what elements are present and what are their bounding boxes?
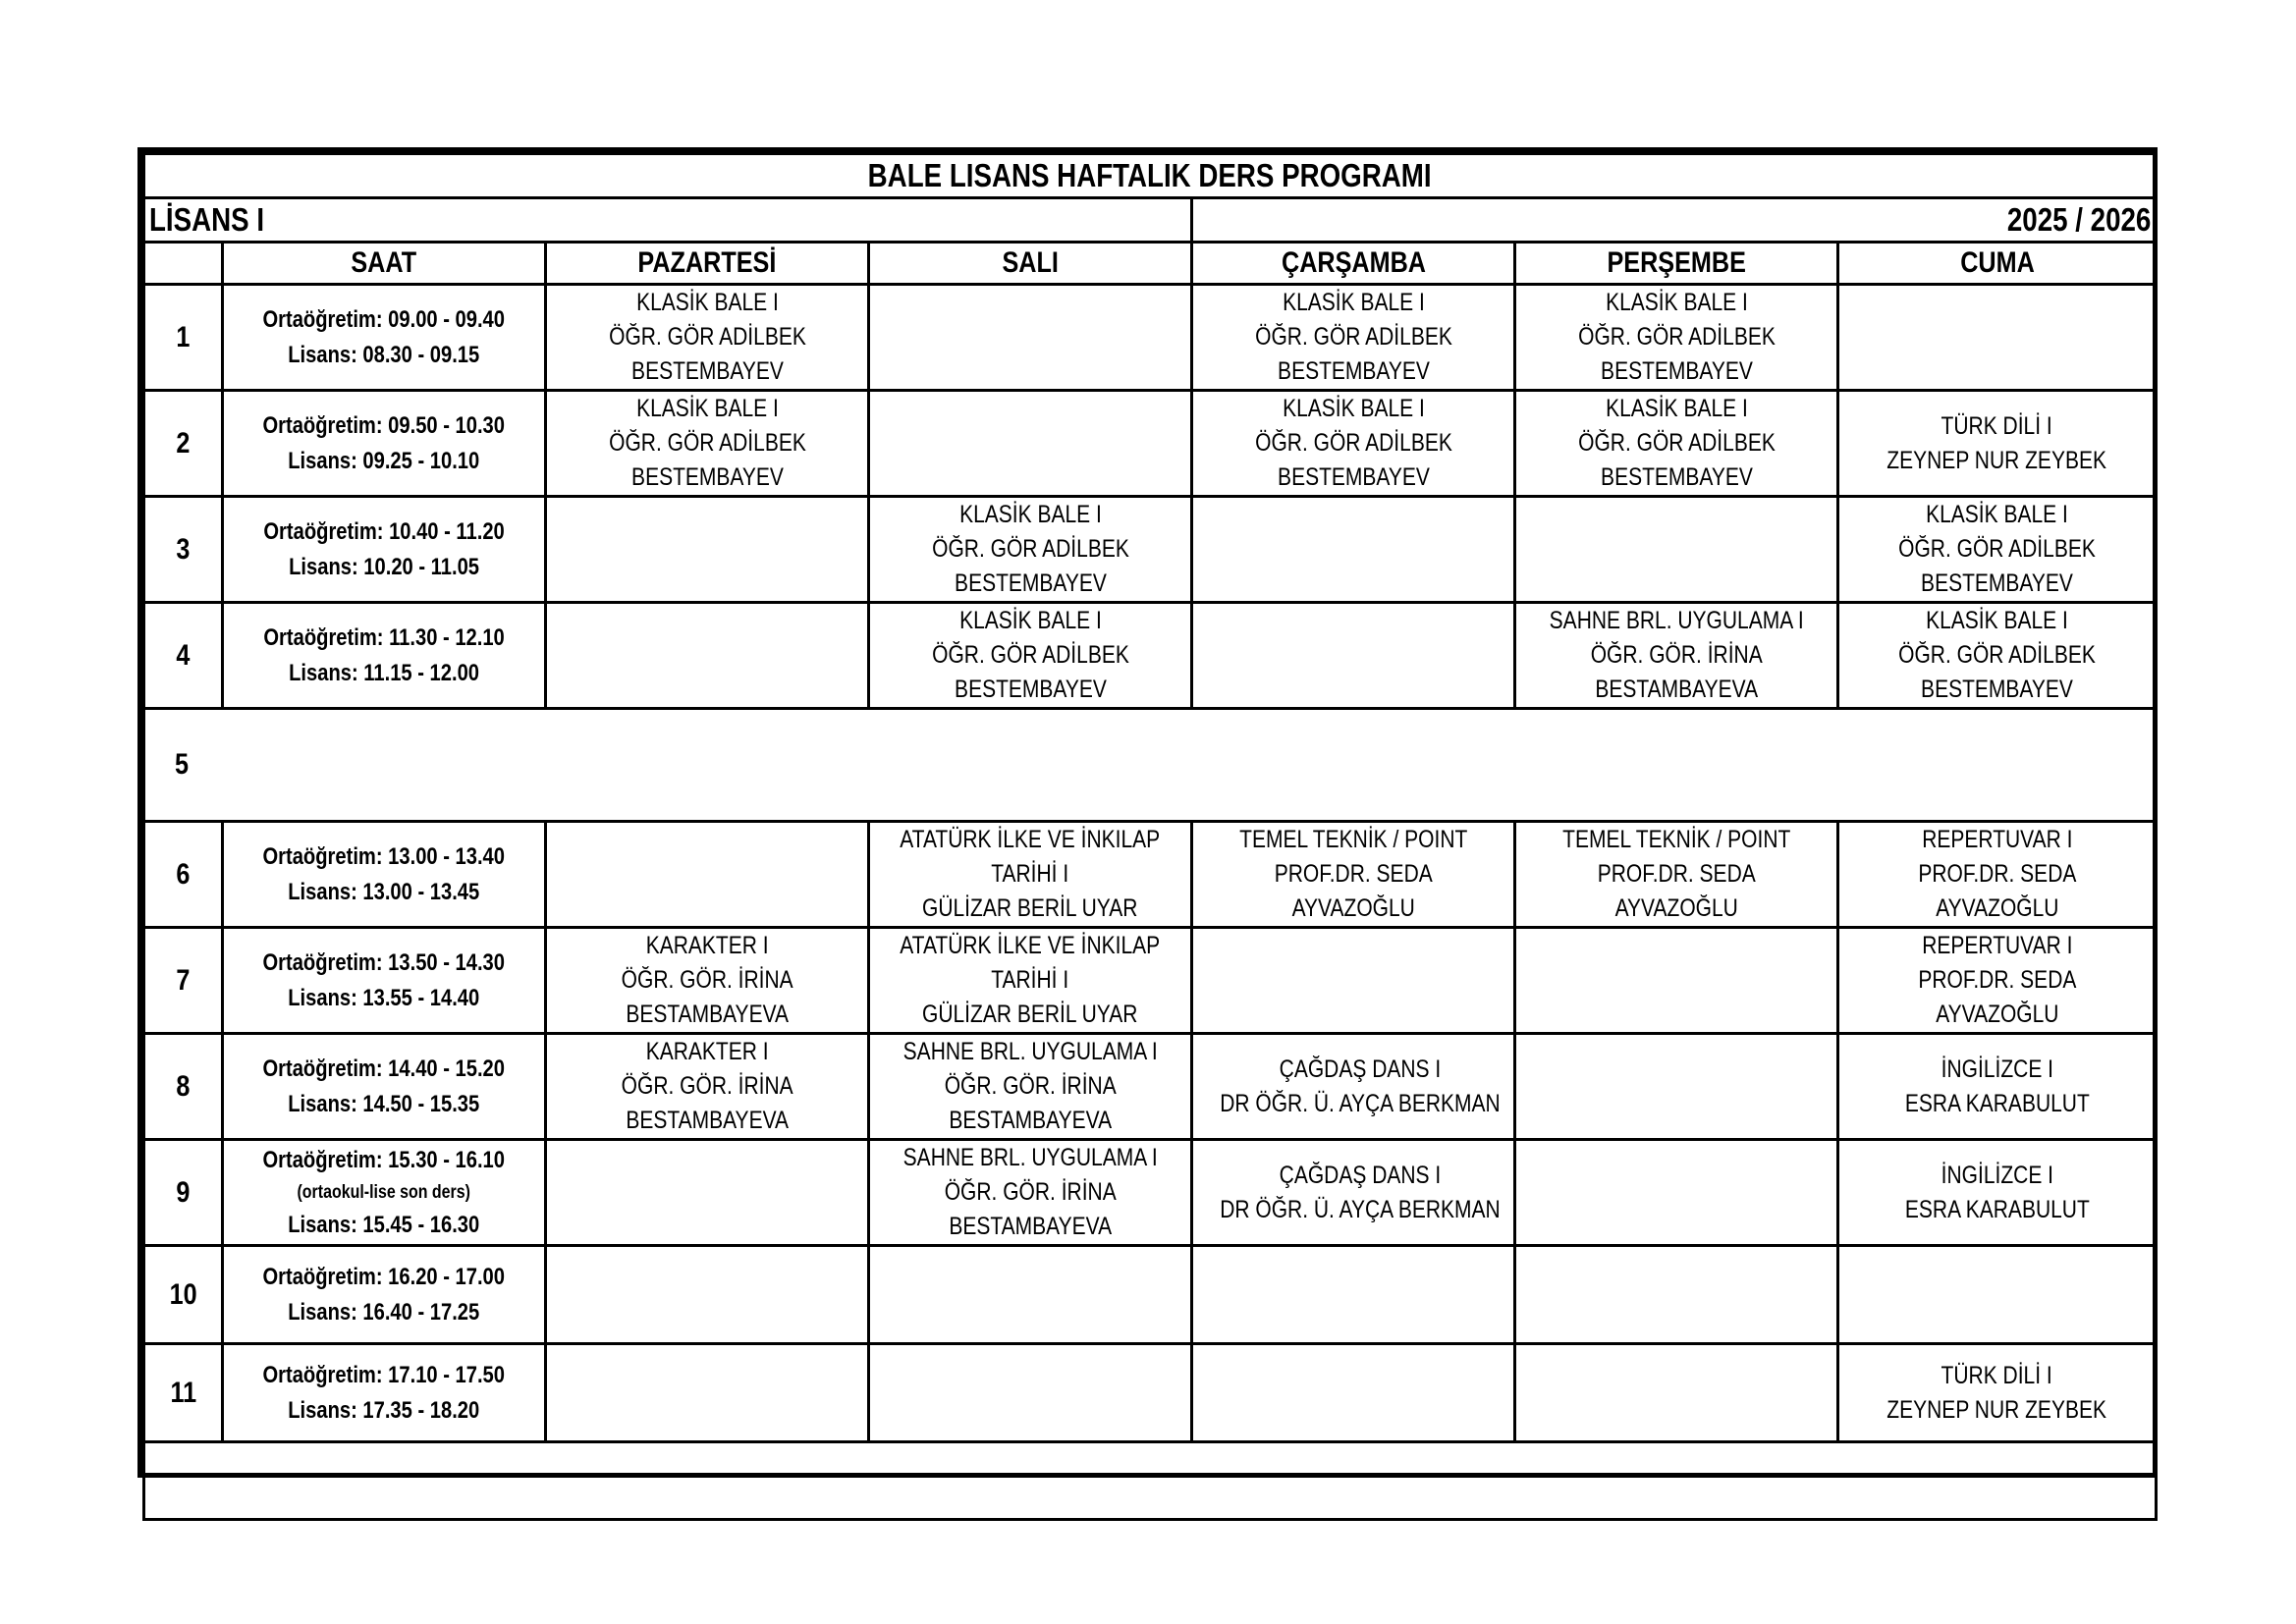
instructor-line: BESTEMBAYEV: [630, 357, 784, 385]
instructor-line: PROF.DR. SEDA: [1274, 860, 1433, 888]
instructor-line: AYVAZOĞLU: [1291, 894, 1415, 922]
period-time: Ortaöğretim: 10.40 - 11.20 Lisans: 10.20 - 11.05: [223, 497, 546, 603]
instructor-line: BESTEMBAYEV: [1277, 463, 1430, 491]
table-row: [144, 1140, 2157, 1246]
instructor-line: BESTAMBAYEVA: [626, 1001, 789, 1028]
period-number: 6: [144, 822, 223, 928]
course-cell-sali: [869, 603, 1192, 709]
table-row: [144, 928, 2157, 1034]
course-name: SAHNE BRL. UYGULAMA I: [902, 1038, 1158, 1065]
instructor-line: ÖĞR. GÖR ADİLBEK: [931, 641, 1129, 669]
period-number: 8: [144, 1034, 223, 1140]
instructor-line: BESTEMBAYEV: [630, 463, 784, 491]
header-sali: SALI: [869, 243, 1192, 285]
instructor-line: ÖĞR. GÖR ADİLBEK: [608, 323, 806, 351]
course-cell-cuma: [1838, 391, 2157, 497]
period-time: Ortaöğretim: 15.30 - 16.10 (ortaokul-lise son ders) Lisans: 15.45 - 16.30: [223, 1140, 546, 1246]
instructor-line: ÖĞR. GÖR ADİLBEK: [1898, 641, 2096, 669]
instructor-line: GÜLİZAR BERİL UYAR: [922, 1001, 1138, 1028]
footer-row: [144, 1442, 2157, 1520]
course-cell-carsamba: [1192, 1344, 1515, 1442]
instructor-line: ÖĞR. GÖR. İRİNA: [944, 1178, 1117, 1206]
period-time: Ortaöğretim: 16.20 - 17.00 Lisans: 16.40 - 17.25: [223, 1246, 546, 1344]
course-name: KLASİK BALE I: [1605, 289, 1748, 316]
instructor-line: PROF.DR. SEDA: [1597, 860, 1756, 888]
course-cell-carsamba: [1192, 822, 1515, 928]
course-name: ATATÜRK İLKE VE İNKILAP: [900, 826, 1161, 853]
period-time: Ortaöğretim: 17.10 - 17.50 Lisans: 17.35 - 18.20: [223, 1344, 546, 1442]
course-cell-carsamba: [1192, 1140, 1515, 1246]
course-cell-pazartesi: [546, 603, 869, 709]
table-row: [144, 1344, 2157, 1442]
instructor-line: ZEYNEP NUR ZEYBEK: [1886, 446, 2107, 474]
course-cell-cuma: [1838, 822, 2157, 928]
instructor-line: ESRA KARABULUT: [1904, 1089, 2090, 1117]
course-cell-cuma: [1838, 285, 2157, 391]
course-cell-pazartesi: [546, 928, 869, 1034]
instructor-line: DR ÖĞR. Ü. AYÇA BERKMAN: [1220, 1089, 1501, 1117]
instructor-line: ÖĞR. GÖR. İRİNA: [1590, 641, 1763, 669]
instructor-line: BESTEMBAYEV: [1600, 357, 1753, 385]
instructor-line: ESRA KARABULUT: [1904, 1195, 2090, 1223]
instructor-line: PROF.DR. SEDA: [1917, 860, 2077, 888]
period-number: 9: [144, 1140, 223, 1246]
course-name: KLASİK BALE I: [1605, 395, 1748, 422]
course-cell-persembe: [1515, 285, 1838, 391]
course-cell-pazartesi: [546, 497, 869, 603]
period-time: Ortaöğretim: 09.00 - 09.40 Lisans: 08.30 - 09.15: [223, 285, 546, 391]
course-name: REPERTUVAR I: [1921, 932, 2073, 959]
course-cell-pazartesi: [546, 1344, 869, 1442]
course-cell-persembe: [1515, 1140, 1838, 1246]
course-name: KLASİK BALE I: [635, 289, 779, 316]
table-row: [144, 391, 2157, 497]
instructor-line: ÖĞR. GÖR ADİLBEK: [1577, 429, 1776, 457]
course-cell-pazartesi: [546, 285, 869, 391]
period-time: Ortaöğretim: 13.50 - 14.30 Lisans: 13.55 - 14.40: [223, 928, 546, 1034]
instructor-line: BESTAMBAYEVA: [949, 1213, 1112, 1240]
period-time: Ortaöğretim: 11.30 - 12.10 Lisans: 11.15 - 12.00: [223, 603, 546, 709]
course-name: TEMEL TEKNİK / POINT: [1561, 826, 1791, 853]
instructor-line: AYVAZOĞLU: [1614, 894, 1738, 922]
period-number: 11: [144, 1344, 223, 1442]
course-name: İNGİLİZCE I: [1941, 1161, 2053, 1189]
course-cell-carsamba: [1192, 391, 1515, 497]
instructor-line: BESTEMBAYEV: [1921, 676, 2073, 703]
period-time: Ortaöğretim: 13.00 - 13.40 Lisans: 13.00 - 13.45: [223, 822, 546, 928]
footer-empty-cell: [144, 1442, 2157, 1520]
course-name: KLASİK BALE I: [1926, 501, 2068, 528]
course-name: SAHNE BRL. UYGULAMA I: [902, 1144, 1158, 1171]
instructor-line: ÖĞR. GÖR ADİLBEK: [1577, 323, 1776, 351]
header-row: [144, 243, 2157, 285]
table-row: [144, 822, 2157, 928]
course-name: TÜRK DİLİ I: [1941, 411, 2053, 440]
period-time: Ortaöğretim: 14.40 - 15.20 Lisans: 14.50 - 15.35: [223, 1034, 546, 1140]
course-cell-persembe: [1515, 497, 1838, 603]
course-cell-carsamba: [1192, 285, 1515, 391]
course-cell-sali: [869, 928, 1192, 1034]
break-period-number: 5: [144, 709, 2157, 822]
course-name: KARAKTER I: [645, 932, 769, 959]
instructor-line: ZEYNEP NUR ZEYBEK: [1886, 1395, 2107, 1424]
header-saat: SAAT: [223, 243, 546, 285]
course-cell-cuma: [1838, 1246, 2157, 1344]
instructor-line: PROF.DR. SEDA: [1917, 966, 2077, 994]
instructor-line: BESTAMBAYEVA: [626, 1107, 789, 1134]
course-name: TEMEL TEKNİK / POINT: [1238, 826, 1468, 853]
course-cell-carsamba: [1192, 603, 1515, 709]
course-cell-sali: [869, 1344, 1192, 1442]
timetable: [142, 152, 2158, 1521]
instructor-line: ÖĞR. GÖR. İRİNA: [621, 1072, 793, 1100]
course-cell-cuma: [1838, 928, 2157, 1034]
course-name: KLASİK BALE I: [635, 395, 779, 422]
instructor-line: BESTAMBAYEVA: [1595, 676, 1758, 703]
program-label: LİSANS I: [144, 198, 1192, 243]
period-number: 10: [144, 1246, 223, 1344]
table-row: [144, 285, 2157, 391]
course-cell-pazartesi: [546, 391, 869, 497]
table-row: [144, 603, 2157, 709]
instructor-line: AYVAZOĞLU: [1935, 1001, 2059, 1028]
instructor-line: BESTEMBAYEV: [1600, 463, 1753, 491]
course-cell-sali: [869, 391, 1192, 497]
instructor-line: GÜLİZAR BERİL UYAR: [922, 894, 1138, 922]
table-row: [144, 1034, 2157, 1140]
period-number: 3: [144, 497, 223, 603]
instructor-line: BESTAMBAYEVA: [949, 1107, 1112, 1134]
instructor-line: BESTEMBAYEV: [1921, 569, 2073, 597]
instructor-line: TARİHİ I: [991, 966, 1069, 994]
course-cell-cuma: [1838, 603, 2157, 709]
lunch-break-row: [144, 709, 2157, 822]
instructor-line: BESTEMBAYEV: [954, 676, 1107, 703]
instructor-line: ÖĞR. GÖR. İRİNA: [944, 1072, 1117, 1100]
course-name: TÜRK DİLİ I: [1941, 1361, 2053, 1389]
header-cuma: CUMA: [1838, 243, 2157, 285]
course-cell-pazartesi: [546, 1034, 869, 1140]
period-number: 7: [144, 928, 223, 1034]
instructor-line: ÖĞR. GÖR ADİLBEK: [1254, 429, 1452, 457]
table-row: [144, 1246, 2157, 1344]
course-cell-persembe: [1515, 1246, 1838, 1344]
course-name: KLASİK BALE I: [1926, 607, 2068, 634]
instructor-line: BESTEMBAYEV: [954, 569, 1107, 597]
header-persembe: PERŞEMBE: [1515, 243, 1838, 285]
course-cell-carsamba: [1192, 497, 1515, 603]
course-cell-sali: [869, 1034, 1192, 1140]
course-cell-pazartesi: [546, 1140, 869, 1246]
instructor-line: TARİHİ I: [991, 860, 1069, 888]
course-name: KLASİK BALE I: [958, 501, 1102, 528]
course-cell-cuma: [1838, 497, 2157, 603]
course-name: KLASİK BALE I: [958, 607, 1102, 634]
course-name: KLASİK BALE I: [1282, 395, 1425, 422]
instructor-line: ÖĞR. GÖR ADİLBEK: [931, 535, 1129, 563]
course-name: KARAKTER I: [645, 1038, 769, 1065]
header-carsamba: ÇARŞAMBA: [1192, 243, 1515, 285]
academic-year: 2025 / 2026: [1192, 198, 2157, 243]
course-name: ATATÜRK İLKE VE İNKILAP: [900, 932, 1161, 959]
period-number: 2: [144, 391, 223, 497]
instructor-line: DR ÖĞR. Ü. AYÇA BERKMAN: [1220, 1195, 1501, 1223]
instructor-line: ÖĞR. GÖR ADİLBEK: [1254, 323, 1452, 351]
period-number: 4: [144, 603, 223, 709]
course-name: KLASİK BALE I: [1282, 289, 1425, 316]
course-cell-sali: [869, 1246, 1192, 1344]
table-row: [144, 497, 2157, 603]
course-name: REPERTUVAR I: [1921, 826, 2073, 853]
course-cell-persembe: [1515, 603, 1838, 709]
course-cell-persembe: [1515, 391, 1838, 497]
course-name: İNGİLİZCE I: [1941, 1055, 2053, 1083]
course-cell-cuma: [1838, 1344, 2157, 1442]
course-cell-cuma: [1838, 1140, 2157, 1246]
course-cell-sali: [869, 822, 1192, 928]
period-time: Ortaöğretim: 09.50 - 10.30 Lisans: 09.25 - 10.10: [223, 391, 546, 497]
course-cell-persembe: [1515, 822, 1838, 928]
course-cell-sali: [869, 1140, 1192, 1246]
course-cell-sali: [869, 497, 1192, 603]
timetable-sheet: [137, 147, 2158, 1478]
instructor-line: ÖĞR. GÖR ADİLBEK: [1898, 535, 2096, 563]
course-cell-carsamba: [1192, 1034, 1515, 1140]
page-title: BALE LISANS HAFTALIK DERS PROGRAMI: [144, 154, 2157, 198]
instructor-line: ÖĞR. GÖR ADİLBEK: [608, 429, 806, 457]
header-num: [144, 243, 223, 285]
course-cell-carsamba: [1192, 1246, 1515, 1344]
header-pazartesi: PAZARTESİ: [546, 243, 869, 285]
instructor-line: ÖĞR. GÖR. İRİNA: [621, 966, 793, 994]
course-name: SAHNE BRL. UYGULAMA I: [1549, 607, 1804, 634]
course-cell-persembe: [1515, 928, 1838, 1034]
course-name: ÇAĞDAŞ DANS I: [1279, 1055, 1442, 1083]
course-cell-carsamba: [1192, 928, 1515, 1034]
course-cell-pazartesi: [546, 1246, 869, 1344]
instructor-line: BESTEMBAYEV: [1277, 357, 1430, 385]
course-name: ÇAĞDAŞ DANS I: [1279, 1161, 1442, 1189]
period-number: 1: [144, 285, 223, 391]
course-cell-persembe: [1515, 1344, 1838, 1442]
course-cell-cuma: [1838, 1034, 2157, 1140]
course-cell-persembe: [1515, 1034, 1838, 1140]
course-cell-sali: [869, 285, 1192, 391]
instructor-line: AYVAZOĞLU: [1935, 894, 2059, 922]
course-cell-pazartesi: [546, 822, 869, 928]
